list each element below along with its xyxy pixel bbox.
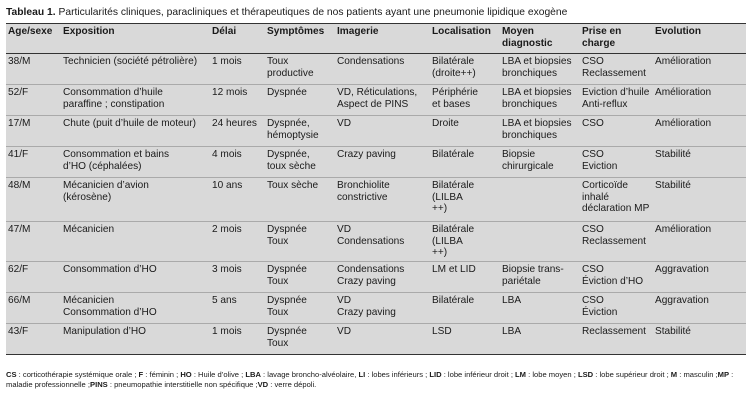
table-cell: LBA et biopsies bronchiques <box>500 116 580 147</box>
table-cell: 66/M <box>6 292 61 323</box>
column-header: Evolution <box>653 24 746 54</box>
table-cell: 3 mois <box>210 261 265 292</box>
table-cell: Biopsie trans- pariétale <box>500 261 580 292</box>
footnote-def: : pneumopathie interstitielle non spécifique ; <box>107 380 258 389</box>
footnote-def: : masculin ; <box>677 370 718 379</box>
footnote-def: : lobe moyen ; <box>526 370 578 379</box>
footnote-def: : Huile d’olive ; <box>191 370 246 379</box>
footnote-abbr: LI <box>358 370 366 379</box>
table-cell <box>500 178 580 222</box>
table-cell: Condensations <box>335 54 430 85</box>
table-cell: LSD <box>430 323 500 354</box>
footnote-def: : lobes inférieurs ; <box>365 370 430 379</box>
table-cell: 38/M <box>6 54 61 85</box>
table-cell: Crazy paving <box>335 147 430 178</box>
table-cell: Amélioration <box>653 85 746 116</box>
table-cell: Dyspnée Toux <box>265 323 335 354</box>
footnote-def: : verre dépoli. <box>268 380 317 389</box>
column-header: Symptômes <box>265 24 335 54</box>
footnote-abbr: CS <box>6 370 17 379</box>
table-cell: 5 ans <box>210 292 265 323</box>
footnote-abbr: LM <box>515 370 527 379</box>
column-header: Localisation <box>430 24 500 54</box>
footnote-def: : corticothérapie systémique orale ; <box>16 370 139 379</box>
table-cell: LBA et biopsies bronchiques <box>500 54 580 85</box>
table-cell: Technicien (société pétrolière) <box>61 54 210 85</box>
table-cell: Condensations Crazy paving <box>335 261 430 292</box>
column-header: Age/sexe <box>6 24 61 54</box>
table-cell: Dyspnée <box>265 85 335 116</box>
table-cell: 1 mois <box>210 54 265 85</box>
footnote-abbr: HO <box>180 370 192 379</box>
table-cell: LBA et biopsies bronchiques <box>500 85 580 116</box>
clinical-table <box>6 23 746 355</box>
table-cell: 17/M <box>6 116 61 147</box>
table-cell: Biopsie chirurgicale <box>500 147 580 178</box>
table-cell: 10 ans <box>210 178 265 222</box>
table-cell: Reclassement <box>580 323 653 354</box>
column-header: Délai <box>210 24 265 54</box>
table-cell: 24 heures <box>210 116 265 147</box>
table-cell: CSO Éviction d’HO <box>580 261 653 292</box>
table-cell: Bilatérale <box>430 147 500 178</box>
table-cell: 1 mois <box>210 323 265 354</box>
table-cell: 52/F <box>6 85 61 116</box>
table-cell: LBA <box>500 292 580 323</box>
table-cell: Dyspnée, toux sèche <box>265 147 335 178</box>
table-cell: Mécanicien d’avion (kérosène) <box>61 178 210 222</box>
table-cell: Eviction d’huile Anti-reflux <box>580 85 653 116</box>
table-cell: Mécanicien <box>61 222 210 262</box>
table-row <box>6 292 746 323</box>
table-cell: 12 mois <box>210 85 265 116</box>
table-cell: Stabilité <box>653 178 746 222</box>
table-cell: 62/F <box>6 261 61 292</box>
table-cell: Amélioration <box>653 222 746 262</box>
table-cell: Périphérie et bases <box>430 85 500 116</box>
table-cell: Consommation d’huile paraffine ; constipation <box>61 85 210 116</box>
table-row <box>6 116 746 147</box>
caption-text: Particularités cliniques, paracliniques et thérapeutiques de nos patients ayant une pneumonie lipidique exogène <box>55 7 568 18</box>
table-cell <box>500 222 580 262</box>
table-cell: CSO <box>580 116 653 147</box>
table-row <box>6 147 746 178</box>
table-cell: Dyspnée Toux <box>265 292 335 323</box>
table-header-row <box>6 24 746 54</box>
table-cell: Dyspnée Toux <box>265 222 335 262</box>
table-cell: VD Condensations <box>335 222 430 262</box>
table-cell: VD <box>335 323 430 354</box>
footnote-def: : maladie professionnelle ; <box>6 370 734 389</box>
footnote-abbr: MP <box>717 370 730 379</box>
table-cell: LM et LID <box>430 261 500 292</box>
table-cell: Chute (puit d’huile de moteur) <box>61 116 210 147</box>
table-cell: Bilatérale (LILBA ++) <box>430 222 500 262</box>
table-cell: CSO Éviction <box>580 292 653 323</box>
table-caption <box>6 6 567 20</box>
footnote-abbr: M <box>670 370 678 379</box>
table-body <box>6 54 746 355</box>
table-cell: 4 mois <box>210 147 265 178</box>
footnote-abbr: VD <box>257 380 269 389</box>
table-row <box>6 222 746 262</box>
table-cell: VD Crazy paving <box>335 292 430 323</box>
table-row <box>6 85 746 116</box>
table-cell: Corticoïde inhalé déclaration MP <box>580 178 653 222</box>
table-cell: VD, Réticulations, Aspect de PINS <box>335 85 430 116</box>
table-cell: 48/M <box>6 178 61 222</box>
caption-label: Tableau 1. <box>6 7 56 18</box>
table-cell: 43/F <box>6 323 61 354</box>
table-cell: 41/F <box>6 147 61 178</box>
table-cell: CSO Reclassement <box>580 222 653 262</box>
table-cell: Bilatérale <box>430 292 500 323</box>
table-cell: Aggravation <box>653 292 746 323</box>
table-cell: Consommation et bains d’HO (céphalées) <box>61 147 210 178</box>
table-cell: Toux sèche <box>265 178 335 222</box>
table-row <box>6 178 746 222</box>
table-cell: CSO Reclassement <box>580 54 653 85</box>
footnote-abbr: LBA <box>245 370 261 379</box>
footnote-abbr: LSD <box>577 370 594 379</box>
table-cell: Bronchiolite constrictive <box>335 178 430 222</box>
table-cell: Amélioration <box>653 54 746 85</box>
footnote-def: : lavage broncho-alvéolaire, <box>260 370 359 379</box>
column-header: Exposition <box>61 24 210 54</box>
column-header: Imagerie <box>335 24 430 54</box>
table-cell: Manipulation d’HO <box>61 323 210 354</box>
column-header: Moyen diagnostic <box>500 24 580 54</box>
table-cell: Aggravation <box>653 261 746 292</box>
table-cell: Consommation d’HO <box>61 261 210 292</box>
table-cell: 47/M <box>6 222 61 262</box>
footnote-def: : lobe inférieur droit ; <box>441 370 516 379</box>
table-cell: LBA <box>500 323 580 354</box>
table-cell: CSO Eviction <box>580 147 653 178</box>
table-cell: VD <box>335 116 430 147</box>
table-cell: Bilatérale (LILBA ++) <box>430 178 500 222</box>
footnote-abbr: PINS <box>90 380 108 389</box>
table-cell: Amélioration <box>653 116 746 147</box>
table-cell: Bilatérale (droite++) <box>430 54 500 85</box>
footnote-def: : lobe supérieur droit ; <box>593 370 671 379</box>
table-cell: Dyspnée, hémoptysie <box>265 116 335 147</box>
table-footnote <box>6 370 746 390</box>
table-cell: Droite <box>430 116 500 147</box>
table-cell: Dyspnée Toux <box>265 261 335 292</box>
table-cell: Toux productive <box>265 54 335 85</box>
table-cell: Mécanicien Consommation d’HO <box>61 292 210 323</box>
table-cell: 2 mois <box>210 222 265 262</box>
table-row <box>6 261 746 292</box>
footnote-abbr: LID <box>429 370 442 379</box>
table-row <box>6 54 746 85</box>
table-cell: Stabilité <box>653 323 746 354</box>
table-cell: Stabilité <box>653 147 746 178</box>
table-row <box>6 323 746 354</box>
column-header: Prise en charge <box>580 24 653 54</box>
footnote-abbr: F <box>138 370 144 379</box>
footnote-def: : féminin ; <box>143 370 181 379</box>
